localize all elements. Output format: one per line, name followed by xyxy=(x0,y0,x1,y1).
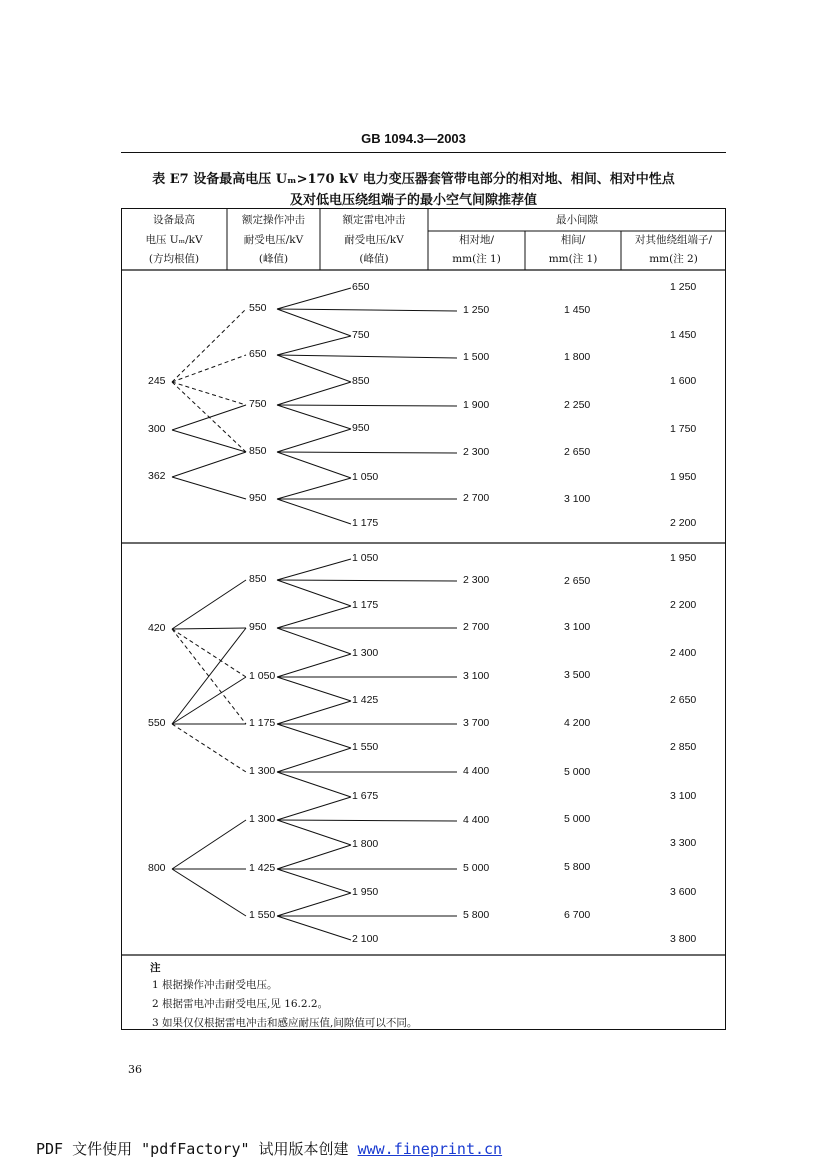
si-li-link xyxy=(277,288,351,309)
si-clearance-link xyxy=(277,820,457,821)
phase-phase-value: 1 800 xyxy=(564,351,591,363)
table-caption-line-2: 及对低电压绕组端子的最小空气间隙推荐值 xyxy=(289,193,537,208)
other-value: 3 300 xyxy=(670,837,697,849)
si-value: 1 550 xyxy=(249,909,276,921)
other-value: 2 850 xyxy=(670,741,697,753)
um-si-link xyxy=(172,452,246,477)
si-value: 850 xyxy=(249,573,267,585)
li-value: 2 100 xyxy=(352,933,379,945)
si-li-link xyxy=(277,772,351,797)
um-value: 800 xyxy=(148,862,166,874)
header-phase-phase: mm(注 1) xyxy=(548,253,598,265)
phase-earth-value: 1 250 xyxy=(463,304,490,316)
si-li-link xyxy=(277,820,351,845)
phase-earth-value: 2 700 xyxy=(463,621,490,633)
li-value: 1 950 xyxy=(352,886,379,898)
phase-earth-value: 5 800 xyxy=(463,909,490,921)
phase-earth-value: 2 300 xyxy=(463,574,490,586)
phase-earth-value: 2 700 xyxy=(463,492,490,504)
other-value: 1 950 xyxy=(670,471,697,483)
pdf-footer xyxy=(36,1138,502,1159)
li-value: 1 050 xyxy=(352,552,379,564)
li-value: 750 xyxy=(352,329,370,341)
si-li-link xyxy=(277,724,351,748)
li-value: 650 xyxy=(352,281,370,293)
notes-title: 注 xyxy=(150,962,161,974)
si-value: 1 300 xyxy=(249,813,276,825)
phase-phase-value: 3 100 xyxy=(564,621,591,633)
um-value: 420 xyxy=(148,622,166,634)
phase-phase-value: 2 650 xyxy=(564,575,591,587)
phase-phase-value: 3 100 xyxy=(564,493,591,505)
si-value: 1 425 xyxy=(249,862,276,874)
um-value: 362 xyxy=(148,470,166,482)
li-value: 1 550 xyxy=(352,741,379,753)
header-min-clearance: 最小间隙 xyxy=(556,214,598,226)
um-si-link-dashed xyxy=(172,309,246,382)
si-value: 950 xyxy=(249,492,267,504)
footer-link[interactable]: www.fineprint.cn xyxy=(357,1140,503,1158)
um-value: 300 xyxy=(148,423,166,435)
um-si-link-dashed xyxy=(172,382,246,405)
si-value: 1 050 xyxy=(249,670,276,682)
si-li-link xyxy=(277,845,351,869)
si-clearance-link xyxy=(277,405,457,406)
si-li-link xyxy=(277,452,351,478)
other-value: 1 750 xyxy=(670,423,697,435)
um-si-link xyxy=(172,820,246,869)
phase-phase-value: 1 450 xyxy=(564,304,591,316)
phase-phase-value: 2 650 xyxy=(564,446,591,458)
header-si: 耐受电压/kV xyxy=(243,234,304,246)
other-value: 1 950 xyxy=(670,552,697,564)
other-value: 2 400 xyxy=(670,647,697,659)
phase-phase-value: 5 000 xyxy=(564,813,591,825)
si-li-link xyxy=(277,677,351,701)
si-li-link xyxy=(277,336,351,355)
header-si: (峰值) xyxy=(258,253,289,265)
li-value: 850 xyxy=(352,375,370,387)
si-li-link xyxy=(277,748,351,772)
other-value: 1 450 xyxy=(670,329,697,341)
si-li-link xyxy=(277,309,351,336)
header-li: 额定雷电冲击 xyxy=(342,214,406,226)
other-value: 3 600 xyxy=(670,886,697,898)
li-value: 1 425 xyxy=(352,694,379,706)
um-si-link xyxy=(172,628,246,629)
si-clearance-link xyxy=(277,355,457,358)
si-li-link xyxy=(277,382,351,405)
header-um: 设备最高 xyxy=(153,214,195,226)
um-si-link xyxy=(172,477,246,499)
li-value: 1 175 xyxy=(352,599,379,611)
si-value: 1 175 xyxy=(249,717,276,729)
si-value: 850 xyxy=(249,445,267,457)
other-value: 2 650 xyxy=(670,694,697,706)
phase-earth-value: 4 400 xyxy=(463,814,490,826)
si-li-link xyxy=(277,606,351,628)
si-li-link xyxy=(277,478,351,499)
um-si-link-dashed xyxy=(172,724,246,772)
header-phase-phase: 相间/ xyxy=(560,234,586,246)
si-li-link xyxy=(277,405,351,429)
header-um: (方均根值) xyxy=(148,253,200,265)
si-li-link xyxy=(277,701,351,724)
li-value: 1 800 xyxy=(352,838,379,850)
other-value: 2 200 xyxy=(670,517,697,529)
phase-phase-value: 5 800 xyxy=(564,861,591,873)
phase-phase-value: 3 500 xyxy=(564,669,591,681)
phase-earth-value: 3 100 xyxy=(463,670,490,682)
si-li-link xyxy=(277,654,351,677)
phase-earth-value: 3 700 xyxy=(463,717,490,729)
header-other: 对其他绕组端子/ xyxy=(634,234,713,246)
si-value: 950 xyxy=(249,621,267,633)
si-li-link xyxy=(277,869,351,893)
si-li-link xyxy=(277,429,351,452)
phase-earth-value: 1 500 xyxy=(463,351,490,363)
um-si-link xyxy=(172,869,246,916)
um-value: 245 xyxy=(148,375,166,387)
li-value: 1 050 xyxy=(352,471,379,483)
li-value: 1 300 xyxy=(352,647,379,659)
note-1: 1 根据操作冲击耐受电压。 xyxy=(152,979,278,991)
other-value: 2 200 xyxy=(670,599,697,611)
li-value: 1 675 xyxy=(352,790,379,802)
um-si-link-dashed xyxy=(172,355,246,382)
header-li: (峰值) xyxy=(359,253,389,265)
si-li-link xyxy=(277,628,351,654)
note-2: 2 根据雷电冲击耐受电压,见 16.2.2。 xyxy=(152,998,329,1010)
other-value: 3 100 xyxy=(670,790,697,802)
header-li: 耐受电压/kV xyxy=(344,234,404,246)
si-li-link xyxy=(277,559,351,580)
header-si: 额定操作冲击 xyxy=(242,214,305,226)
si-value: 1 300 xyxy=(249,765,276,777)
phase-phase-value: 6 700 xyxy=(564,909,591,921)
si-value: 550 xyxy=(249,302,267,314)
si-li-link xyxy=(277,499,351,524)
si-value: 750 xyxy=(249,398,267,410)
um-si-link xyxy=(172,677,246,724)
phase-earth-value: 2 300 xyxy=(463,446,490,458)
note-3: 3 如果仅仅根据雷电冲击和感应耐压值,间隙值可以不同。 xyxy=(152,1017,418,1029)
other-value: 3 800 xyxy=(670,933,697,945)
other-value: 1 600 xyxy=(670,375,697,387)
phase-earth-value: 5 000 xyxy=(463,862,490,874)
phase-earth-value: 1 900 xyxy=(463,399,490,411)
page-number: 36 xyxy=(128,1063,142,1076)
um-si-link xyxy=(172,628,246,724)
si-li-link xyxy=(277,797,351,820)
header-um: 电压 Uₘ/kV xyxy=(145,234,203,246)
table-caption-line-1: 表 E7 设备最高电压 Uₘ>170 kV 电力变压器套管带电部分的相对地、相间、相对中性点 xyxy=(152,172,675,187)
li-value: 1 175 xyxy=(352,517,379,529)
si-value: 650 xyxy=(249,348,267,360)
other-value: 1 250 xyxy=(670,281,697,293)
header-other: mm(注 2) xyxy=(649,253,698,265)
li-value: 950 xyxy=(352,422,370,434)
si-clearance-link xyxy=(277,309,457,311)
si-li-link xyxy=(277,893,351,916)
header-phase-earth: mm(注 1) xyxy=(452,253,501,265)
header-phase-earth: 相对地/ xyxy=(458,234,495,246)
phase-earth-value: 4 400 xyxy=(463,765,490,777)
si-clearance-link xyxy=(277,452,457,453)
si-li-link xyxy=(277,355,351,382)
phase-phase-value: 5 000 xyxy=(564,766,591,778)
um-si-link xyxy=(172,405,246,430)
standard-number: GB 1094.3—2003 xyxy=(361,131,466,146)
um-si-link xyxy=(172,580,246,629)
si-li-link xyxy=(277,916,351,940)
um-value: 550 xyxy=(148,717,166,729)
phase-phase-value: 2 250 xyxy=(564,399,591,411)
um-si-link-dashed xyxy=(172,629,246,677)
phase-phase-value: 4 200 xyxy=(564,717,591,729)
si-clearance-link xyxy=(277,580,457,581)
si-li-link xyxy=(277,580,351,606)
footer-text: PDF 文件使用 "pdfFactory" 试用版本创建 xyxy=(36,1140,358,1158)
